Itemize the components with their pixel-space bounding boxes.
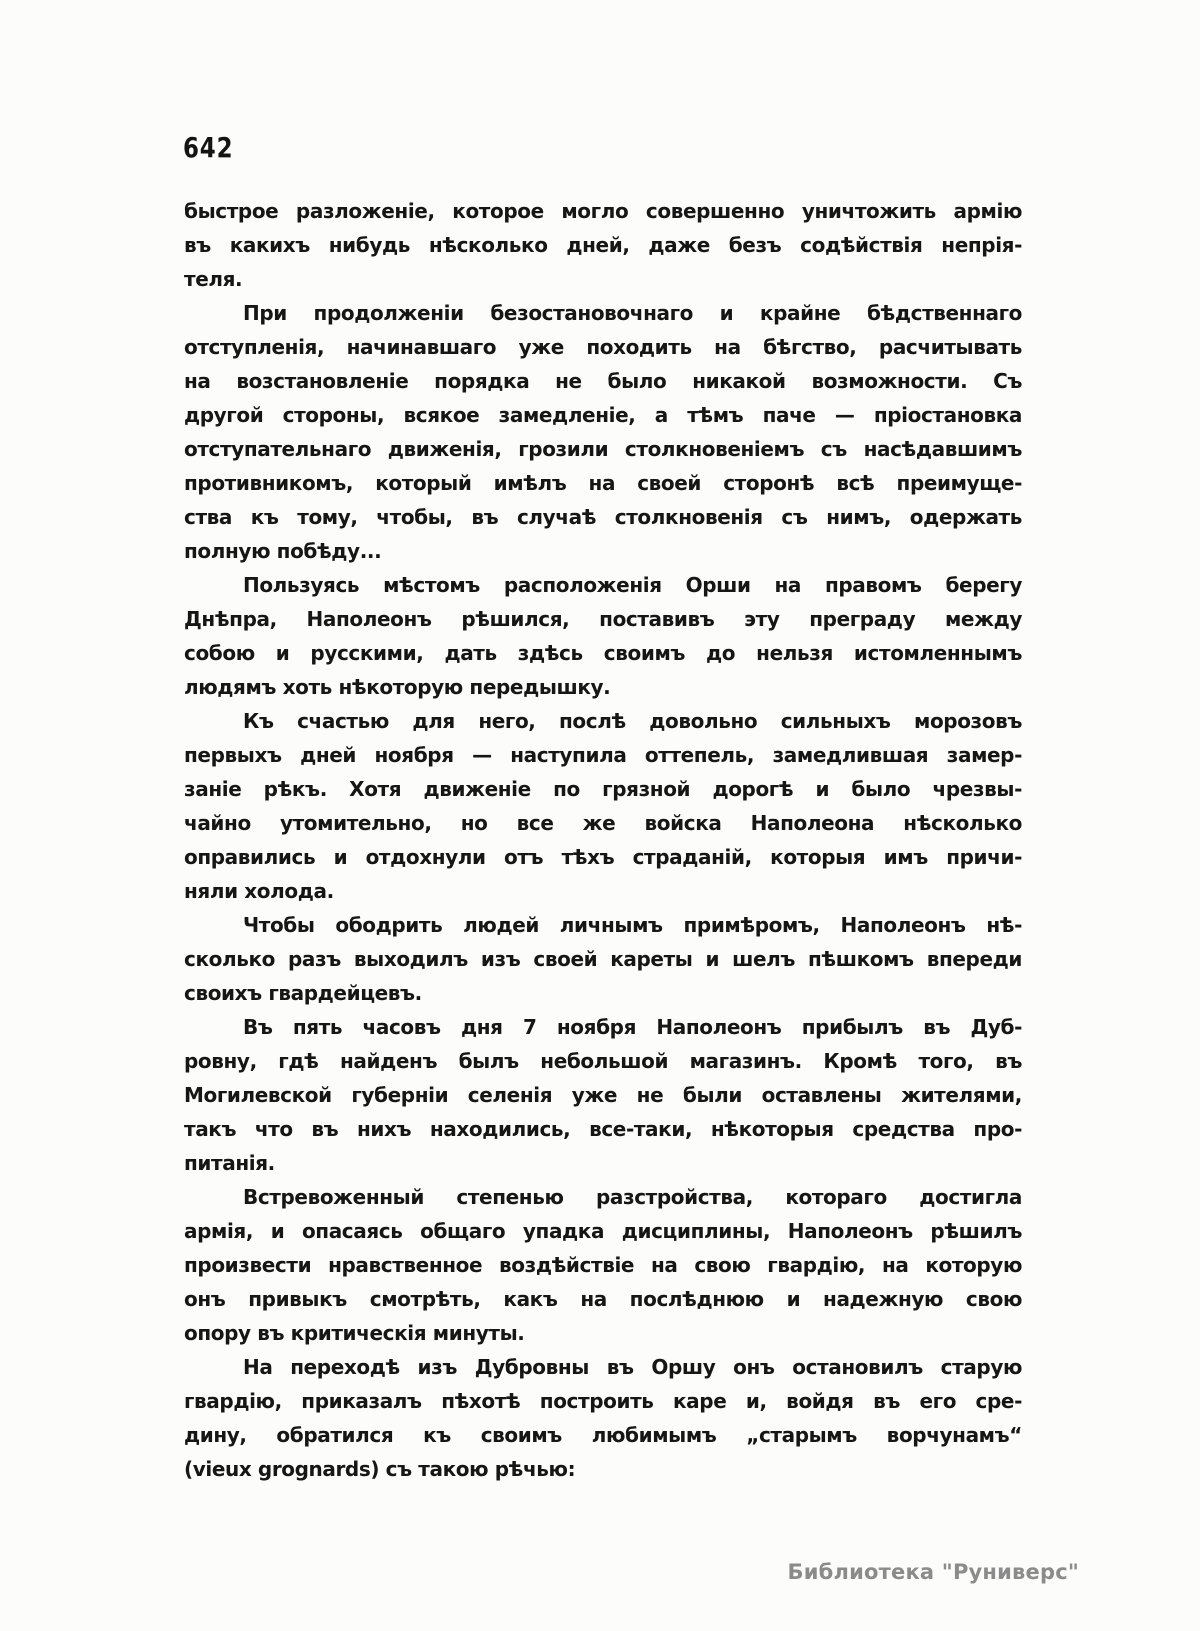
text-line: гвардію, приказалъ пѣхотѣ построить каре и, войдя въ его сре-	[184, 1389, 1022, 1413]
text-line: собою и русскими, дать здѣсь своимъ до нельзя истомленнымъ	[184, 641, 1022, 665]
text-line: питанія.	[184, 1151, 275, 1175]
text-line: На переходѣ изъ Дубровны въ Оршу онъ остановилъ старую	[243, 1355, 1022, 1379]
text-line: (vieux grognards) съ такою рѣчью:	[184, 1457, 576, 1481]
text-line: отступательнаго движенія, грозили столкновеніемъ съ насѣдавшимъ	[184, 437, 1022, 461]
text-line: противникомъ, который имѣлъ на своей сторонѣ всѣ преимуще-	[184, 471, 1022, 495]
text-line: Пользуясь мѣстомъ расположенія Орши на правомъ берегу	[243, 573, 1022, 597]
text-line: другой стороны, всякое замедленіе, а тѣмъ паче — пріостановка	[184, 403, 1022, 427]
text-line: опору въ критическія минуты.	[184, 1321, 525, 1345]
text-line: При продолженіи безостановочнаго и крайне бѣдственнаго	[243, 301, 1022, 325]
text-line: людямъ хоть нѣкоторую передышку.	[184, 675, 611, 699]
text-line: отступленія, начинавшаго уже походить на бѣгство, расчитывать	[184, 335, 1022, 359]
text-line: чайно утомительно, но все же войска Наполеона нѣсколько	[184, 811, 1022, 835]
page-number: 642	[183, 131, 234, 164]
text-line: Чтобы ободрить людей личнымъ примѣромъ, Наполеонъ нѣ-	[243, 913, 1022, 937]
text-line: произвести нравственное воздѣйствіе на свою гвардію, на которую	[184, 1253, 1022, 1277]
text-line: Могилевской губерніи селенія уже не были оставлены жителями,	[184, 1083, 1022, 1107]
text-line: Въ пять часовъ дня 7 ноября Наполеонъ прибылъ въ Дуб-	[243, 1015, 1022, 1039]
text-line: Днѣпра, Наполеонъ рѣшился, поставивъ эту преграду между	[184, 607, 1022, 631]
text-line: Встревоженный степенью разстройства, котораго достигла	[243, 1185, 1022, 1209]
text-line: своихъ гвардейцевъ.	[184, 981, 422, 1005]
page-text	[184, 194, 1022, 1486]
text-line: онъ привыкъ смотрѣть, какъ на послѣднюю и надежную свою	[184, 1287, 1022, 1311]
text-line: первыхъ дней ноября — наступила оттепель, замедлившая замер-	[184, 743, 1022, 767]
text-line: сколько разъ выходилъ изъ своей кареты и шелъ пѣшкомъ впереди	[184, 947, 1022, 971]
text-line: полную побѣду...	[184, 539, 382, 563]
library-watermark: Библиотека "Руниверс"	[787, 1560, 1079, 1584]
text-line: Къ счастью для него, послѣ довольно сильныхъ морозовъ	[243, 709, 1022, 733]
text-line: ровну, гдѣ найденъ былъ небольшой магазинъ. Кромѣ того, въ	[184, 1049, 1022, 1073]
text-line: армія, и опасаясь общаго упадка дисциплины, Наполеонъ рѣшилъ	[184, 1219, 1022, 1243]
text-line: ства къ тому, чтобы, въ случаѣ столкновенія съ нимъ, одержать	[184, 505, 1022, 529]
text-line: такъ что въ нихъ находились, все-таки, нѣкоторыя средства про-	[184, 1117, 1022, 1141]
text-line: теля.	[184, 267, 243, 291]
text-line: дину, обратился къ своимъ любимымъ „старымъ ворчунамъ“	[184, 1423, 1022, 1447]
text-line: въ какихъ нибудь нѣсколько дней, даже безъ содѣйствія непрія-	[184, 233, 1022, 257]
text-line: на возстановленіе порядка не было никакой возможности. Съ	[184, 369, 1022, 393]
text-line: няли холода.	[184, 879, 334, 903]
text-line: заніе рѣкъ. Хотя движеніе по грязной дорогѣ и было чрезвы-	[184, 777, 1022, 801]
text-line: оправились и отдохнули отъ тѣхъ страданій, которыя имъ причи-	[184, 845, 1022, 869]
text-line: быстрое разложеніе, которое могло совершенно уничтожить армію	[184, 199, 1022, 223]
